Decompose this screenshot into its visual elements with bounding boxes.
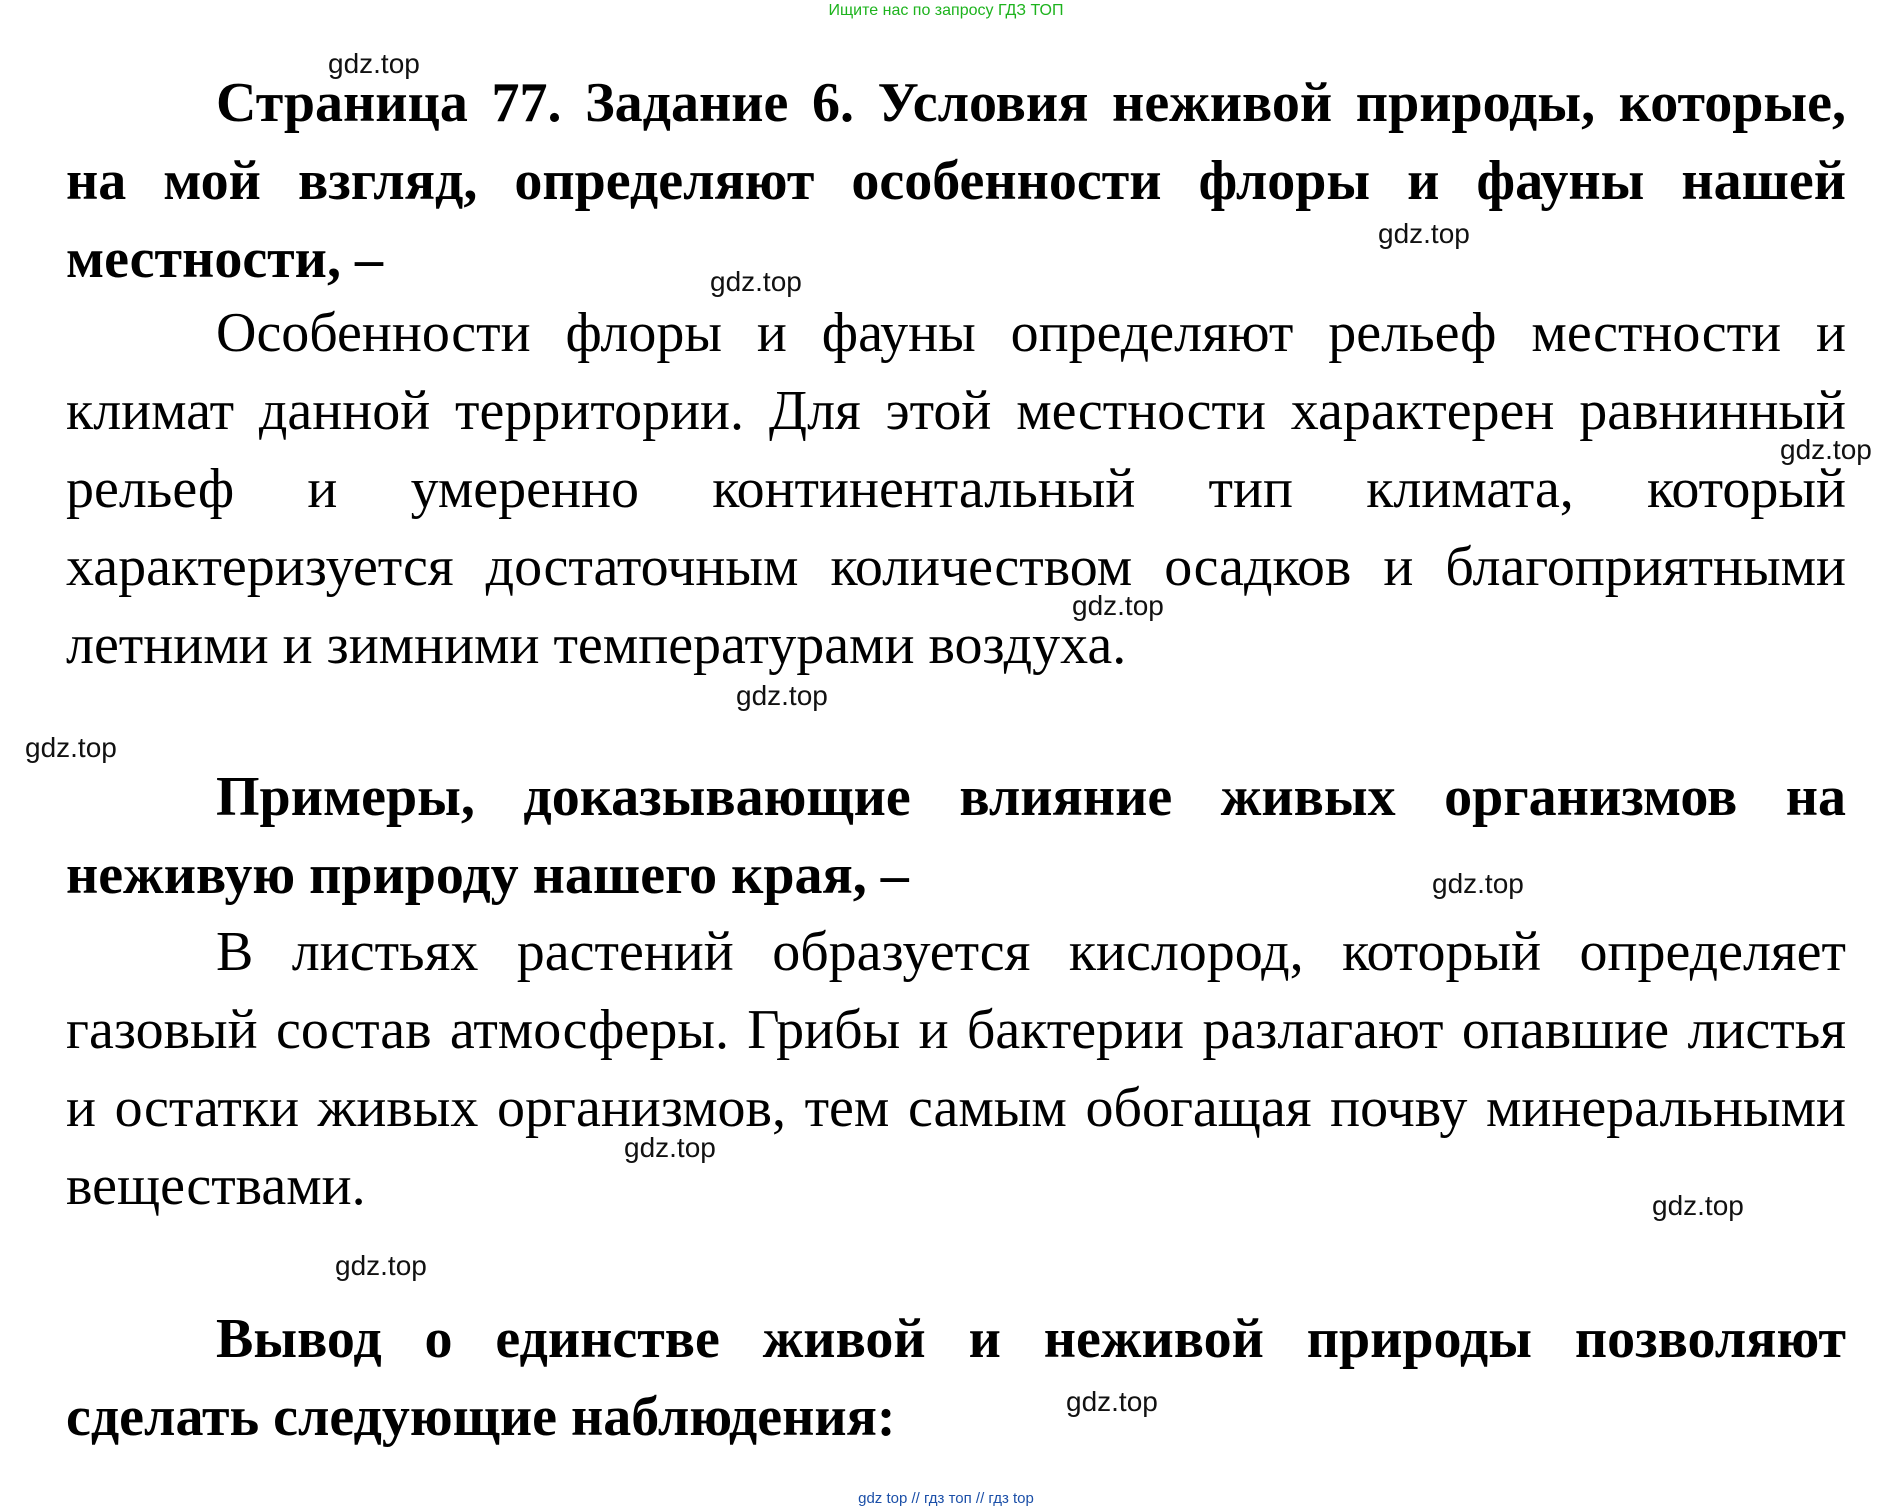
top-banner: Ищите нас по запросу ГДЗ ТОП [828,2,1064,19]
watermark: gdz.top [1378,218,1470,249]
watermark: gdz.top [624,1132,716,1163]
watermark: gdz.top [335,1250,427,1281]
task-heading [66,64,1846,298]
watermark: gdz.top [1780,434,1872,465]
examples-heading-text: Примеры, доказывающие влияние живых организмов на неживую природу нашего края, – [66,766,1846,906]
watermark: gdz.top [1652,1190,1744,1221]
watermark: gdz.top [736,680,828,711]
watermark: gdz.top [25,732,117,763]
bottom-banner: gdz top // гдз топ // гдз top [858,1490,1034,1507]
examples-heading [66,758,1846,914]
conclusion-heading [66,1300,1846,1456]
conclusion-heading-text: Вывод о единстве живой и неживой природы позволяют сделать следующие наблюдения: [66,1308,1846,1448]
watermark: gdz.top [710,266,802,297]
answer-paragraph-2 [66,913,1846,1225]
answer-paragraph-1-text: Особенности флоры и фауны определяют рельеф местности и климат данной территории. Для этой местности характерен равнинный рельеф и умеренно континентальный тип климата, который характеризуется достаточным количеством осадков и благоприятными летними и зимними температурами воздуха. [66,302,1846,676]
watermark: gdz.top [1072,590,1164,621]
answer-paragraph-2-text: В листьях растений образуется кислород, который определяет газовый состав атмосферы. Грибы и бактерии разлагают опавшие листья и остатки живых организмов, тем самым обогащая почву минеральными веществами. [66,921,1846,1217]
answer-paragraph-1 [66,294,1846,684]
watermark: gdz.top [1066,1386,1158,1417]
task-heading-text: Страница 77. Задание 6. Условия неживой природы, которые, на мой взгляд, определяют особенности флоры и фауны нашей местности, – [66,72,1846,290]
watermark: gdz.top [328,48,420,79]
watermark: gdz.top [1432,868,1524,899]
